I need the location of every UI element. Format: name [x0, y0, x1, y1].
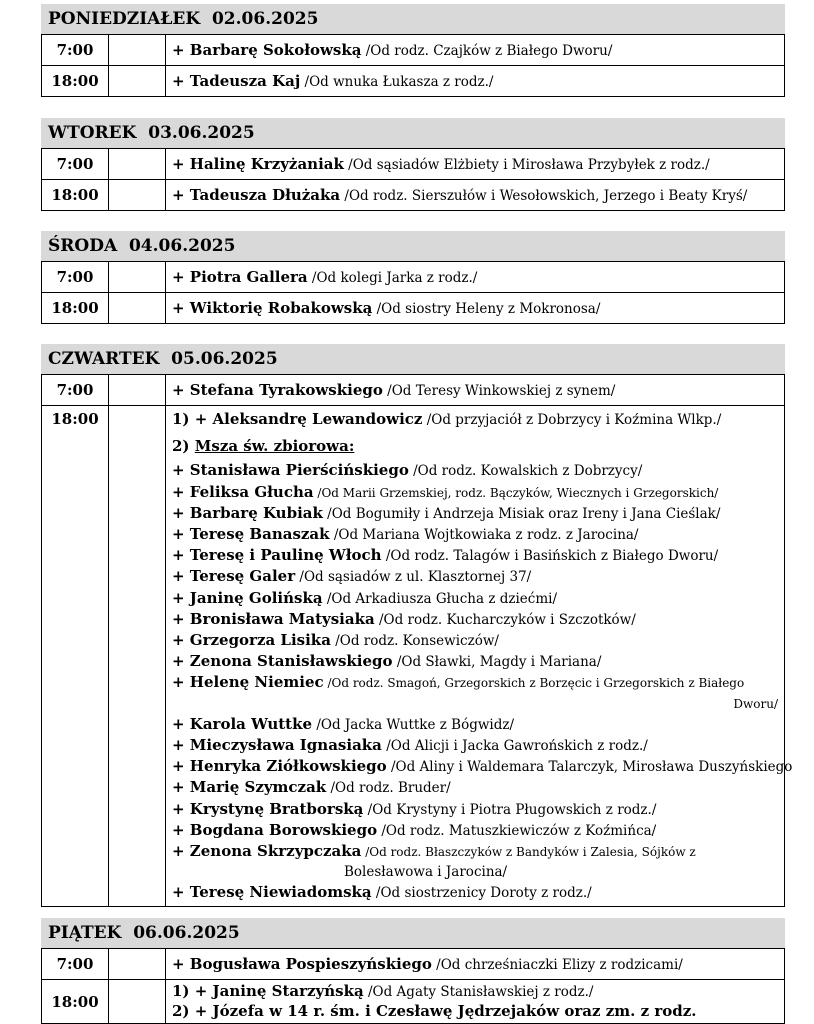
collective-mass-label: Msza św. zbiorowa: — [194, 437, 355, 456]
deceased-name: + Stanisława Pierścińskiego — [172, 461, 409, 480]
day-block-wednesday — [41, 231, 785, 324]
intention-list — [166, 980, 785, 1024]
table-row — [42, 406, 785, 907]
intentions-table — [41, 261, 785, 324]
day-block-friday — [41, 918, 785, 1024]
day-header: PIĄTEK 06.06.2025 — [41, 918, 785, 948]
day-header: CZWARTEK 05.06.2025 — [41, 344, 785, 374]
offered-by: /Od sąsiadów z ul. Klasztornej 37/ — [295, 569, 532, 586]
offered-by: /Od siostrzenicy Doroty z rodz./ — [371, 885, 592, 902]
deceased-name: + Barbarę Kubiak — [172, 503, 323, 522]
list-item — [172, 735, 784, 756]
list-item — [172, 651, 784, 672]
deceased-name: + Helenę Niemiec — [172, 673, 324, 692]
intentions-table — [41, 34, 785, 97]
deceased-name: + Teresę Niewiadomską — [172, 883, 372, 902]
offered-by: /Od siostry Heleny z Mokronosa/ — [372, 301, 601, 317]
intention — [166, 262, 785, 293]
table-row — [42, 375, 785, 406]
deceased-name: + Teresę Galer — [172, 567, 296, 586]
mass-time: 7:00 — [42, 149, 109, 180]
list-item — [172, 820, 784, 841]
offered-by: /Od rodz. Błaszczyków z Bandyków i Zalesia, Sójków z — [361, 845, 696, 860]
offered-by: /Od rodz. Konsewiczów/ — [330, 633, 499, 650]
list-item — [172, 799, 784, 820]
offered-by: /Od rodz. Bruder/ — [326, 780, 451, 797]
deceased-name: + Teresę Banaszak — [172, 525, 330, 544]
offered-by: /Od rodz. Kucharczyków i Szczotków/ — [374, 611, 636, 628]
offered-by: /Od sąsiadów Elżbiety i Mirosława Przybyłek z rodz./ — [343, 157, 710, 173]
offered-by: /Od Marii Grzemskiej, rodz. Bączyków, Wiecznych i Grzegorskich/ — [313, 485, 719, 500]
intentions-table — [41, 148, 785, 211]
deceased-name: + Karola Wuttke — [172, 714, 313, 733]
deceased-name: + Marię Szymczak — [172, 778, 327, 797]
deceased-name: 1) + Aleksandrę Lewandowicz — [172, 410, 423, 428]
list-item — [172, 609, 784, 630]
deceased-name: + Bogusława Pospieszyńskiego — [172, 955, 432, 973]
offered-by-continued: Dworu/ — [733, 696, 778, 711]
table-row — [42, 980, 785, 1024]
offered-by: /Od rodz. Kowalskich z Dobrzycy/ — [408, 463, 643, 480]
table-row — [42, 180, 785, 211]
deceased-name: + Wiktorię Robakowską — [172, 299, 373, 317]
offered-by: /Od chrześniaczki Elizy z rodzicami/ — [431, 957, 683, 973]
day-header: WTOREK 03.06.2025 — [41, 118, 785, 148]
deceased-name: 1) + Janinę Starzyńską — [172, 982, 364, 1000]
offered-by: /Od rodz. Czajków z Białego Dworu/ — [361, 43, 613, 59]
mass-time: 7:00 — [42, 949, 109, 980]
list-item — [172, 524, 784, 545]
list-item — [172, 482, 784, 503]
table-row — [42, 949, 785, 980]
list-item — [172, 630, 784, 651]
deceased-name: + Mieczysława Ignasiaka — [172, 736, 382, 755]
blank-cell — [109, 66, 166, 97]
deceased-name: + Feliksa Głucha — [172, 482, 314, 501]
day-block-thursday — [41, 344, 793, 907]
offered-by: /Od Sławki, Magdy i Mariana/ — [392, 654, 602, 671]
list-item — [172, 714, 784, 735]
blank-cell — [109, 293, 166, 324]
deceased-name: + Barbarę Sokołowską — [172, 41, 362, 59]
day-header: ŚRODA 04.06.2025 — [41, 231, 785, 261]
deceased-name: + Krystynę Bratborską — [172, 799, 364, 818]
deceased-name: + Tadeusza Dłużaka — [172, 186, 341, 204]
blank-cell — [109, 949, 166, 980]
list-number: 2) — [172, 437, 195, 456]
mass-time: 18:00 — [42, 293, 109, 324]
table-row — [42, 149, 785, 180]
table-row — [42, 35, 785, 66]
intention — [166, 66, 785, 97]
intentions-table — [41, 374, 793, 907]
intention-line — [172, 1002, 784, 1021]
deceased-name: + Henryka Ziółkowskiego — [172, 757, 387, 776]
mass-time: 7:00 — [42, 375, 109, 406]
deceased-name: 2) + Józefa w 14 r. śm. i Czesławę Jędrzejaków oraz zm. z rodz. — [172, 1002, 697, 1020]
blank-cell — [109, 406, 166, 907]
list-item — [172, 882, 784, 903]
offered-by: /Od Aliny i Waldemara Talarczyk, Mirosława Duszyńskiego — [386, 759, 793, 776]
list-item — [172, 588, 784, 609]
list-item — [172, 756, 793, 777]
deceased-name: + Zenona Stanisławskiego — [172, 652, 393, 671]
mass-time: 18:00 — [42, 66, 109, 97]
day-block-monday — [41, 4, 785, 97]
deceased-name: + Grzegorza Lisika — [172, 631, 331, 650]
deceased-name: + Zenona Skrzypczaka — [172, 842, 362, 861]
mass-time: 18:00 — [42, 980, 109, 1024]
list-item — [172, 566, 784, 587]
offered-by: /Od Mariana Wojtkowiaka z rodz. z Jarocina/ — [329, 527, 639, 544]
offered-by: /Od Arkadiusza Głucha z dziećmi/ — [322, 590, 558, 607]
table-row — [42, 66, 785, 97]
intention — [166, 180, 785, 211]
intentions-table — [41, 948, 785, 1024]
list-item — [172, 672, 784, 693]
blank-cell — [109, 180, 166, 211]
day-block-tuesday — [41, 118, 785, 211]
offered-by: /Od rodz. Matuszkiewiczów z Koźmińca/ — [377, 822, 657, 839]
blank-cell — [109, 980, 166, 1024]
blank-cell — [109, 375, 166, 406]
deceased-name: + Piotra Gallera — [172, 268, 308, 286]
list-item — [172, 841, 784, 862]
intention — [166, 949, 785, 980]
collective-list — [172, 460, 793, 903]
offered-by: /Od rodz. Talagów i Basińskich z Białego Dworu/ — [381, 548, 719, 565]
offered-by: /Od przyjaciół z Dobrzycy i Koźmina Wlkp./ — [422, 412, 722, 428]
blank-cell — [109, 262, 166, 293]
table-row — [42, 262, 785, 293]
offered-by: /Od rodz. Sierszułów i Wesołowskich, Jerzego i Beaty Kryś/ — [340, 188, 748, 204]
offered-by: /Od wnuka Łukasza z rodz./ — [300, 74, 494, 90]
deceased-name: + Teresę i Paulinę Włoch — [172, 546, 382, 565]
intention — [166, 35, 785, 66]
offered-by: /Od Jacka Wuttke z Bógwidz/ — [312, 716, 515, 733]
list-item — [172, 545, 784, 566]
mass-time: 7:00 — [42, 35, 109, 66]
offered-by: /Od Bogumiły i Andrzeja Misiak oraz Ireny i Jana Cieślak/ — [322, 505, 721, 522]
list-item — [172, 460, 784, 481]
mass-time: 7:00 — [42, 262, 109, 293]
intention-list — [166, 406, 793, 907]
list-item — [172, 777, 784, 798]
offered-by: /Od Krystyny i Piotra Pługowskich z rodz./ — [363, 801, 657, 818]
offered-by: /Od Teresy Winkowskiej z synem/ — [382, 383, 616, 399]
deceased-name: + Bronisława Matysiaka — [172, 609, 375, 628]
deceased-name: + Tadeusza Kaj — [172, 72, 301, 90]
day-header: PONIEDZIAŁEK 02.06.2025 — [41, 4, 785, 34]
blank-cell — [109, 35, 166, 66]
deceased-name: + Stefana Tyrakowskiego — [172, 381, 383, 399]
deceased-name: + Janinę Golińską — [172, 588, 323, 607]
offered-by: /Od Agaty Stanisławskiej z rodz./ — [363, 984, 594, 1000]
intention — [166, 149, 785, 180]
offered-by-continued: Bolesławowa i Jarocina/ — [344, 864, 508, 881]
blank-cell — [109, 149, 166, 180]
collective-mass-heading — [172, 436, 784, 456]
intention — [166, 375, 785, 406]
intention-line — [172, 409, 784, 430]
offered-by: /Od kolegi Jarka z rodz./ — [307, 270, 478, 286]
mass-time: 18:00 — [42, 180, 109, 211]
mass-time: 18:00 — [42, 406, 109, 907]
table-row — [42, 293, 785, 324]
intention-line — [172, 982, 784, 1002]
list-item — [172, 503, 784, 524]
intention — [166, 293, 785, 324]
offered-by: /Od Alicji i Jacka Gawrońskich z rodz./ — [381, 738, 648, 755]
deceased-name: + Bogdana Borowskiego — [172, 820, 378, 839]
offered-by: /Od rodz. Smagoń, Grzegorskich z Borzęcic i Grzegorskich z Białego — [323, 676, 745, 691]
deceased-name: + Halinę Krzyżaniak — [172, 155, 344, 173]
